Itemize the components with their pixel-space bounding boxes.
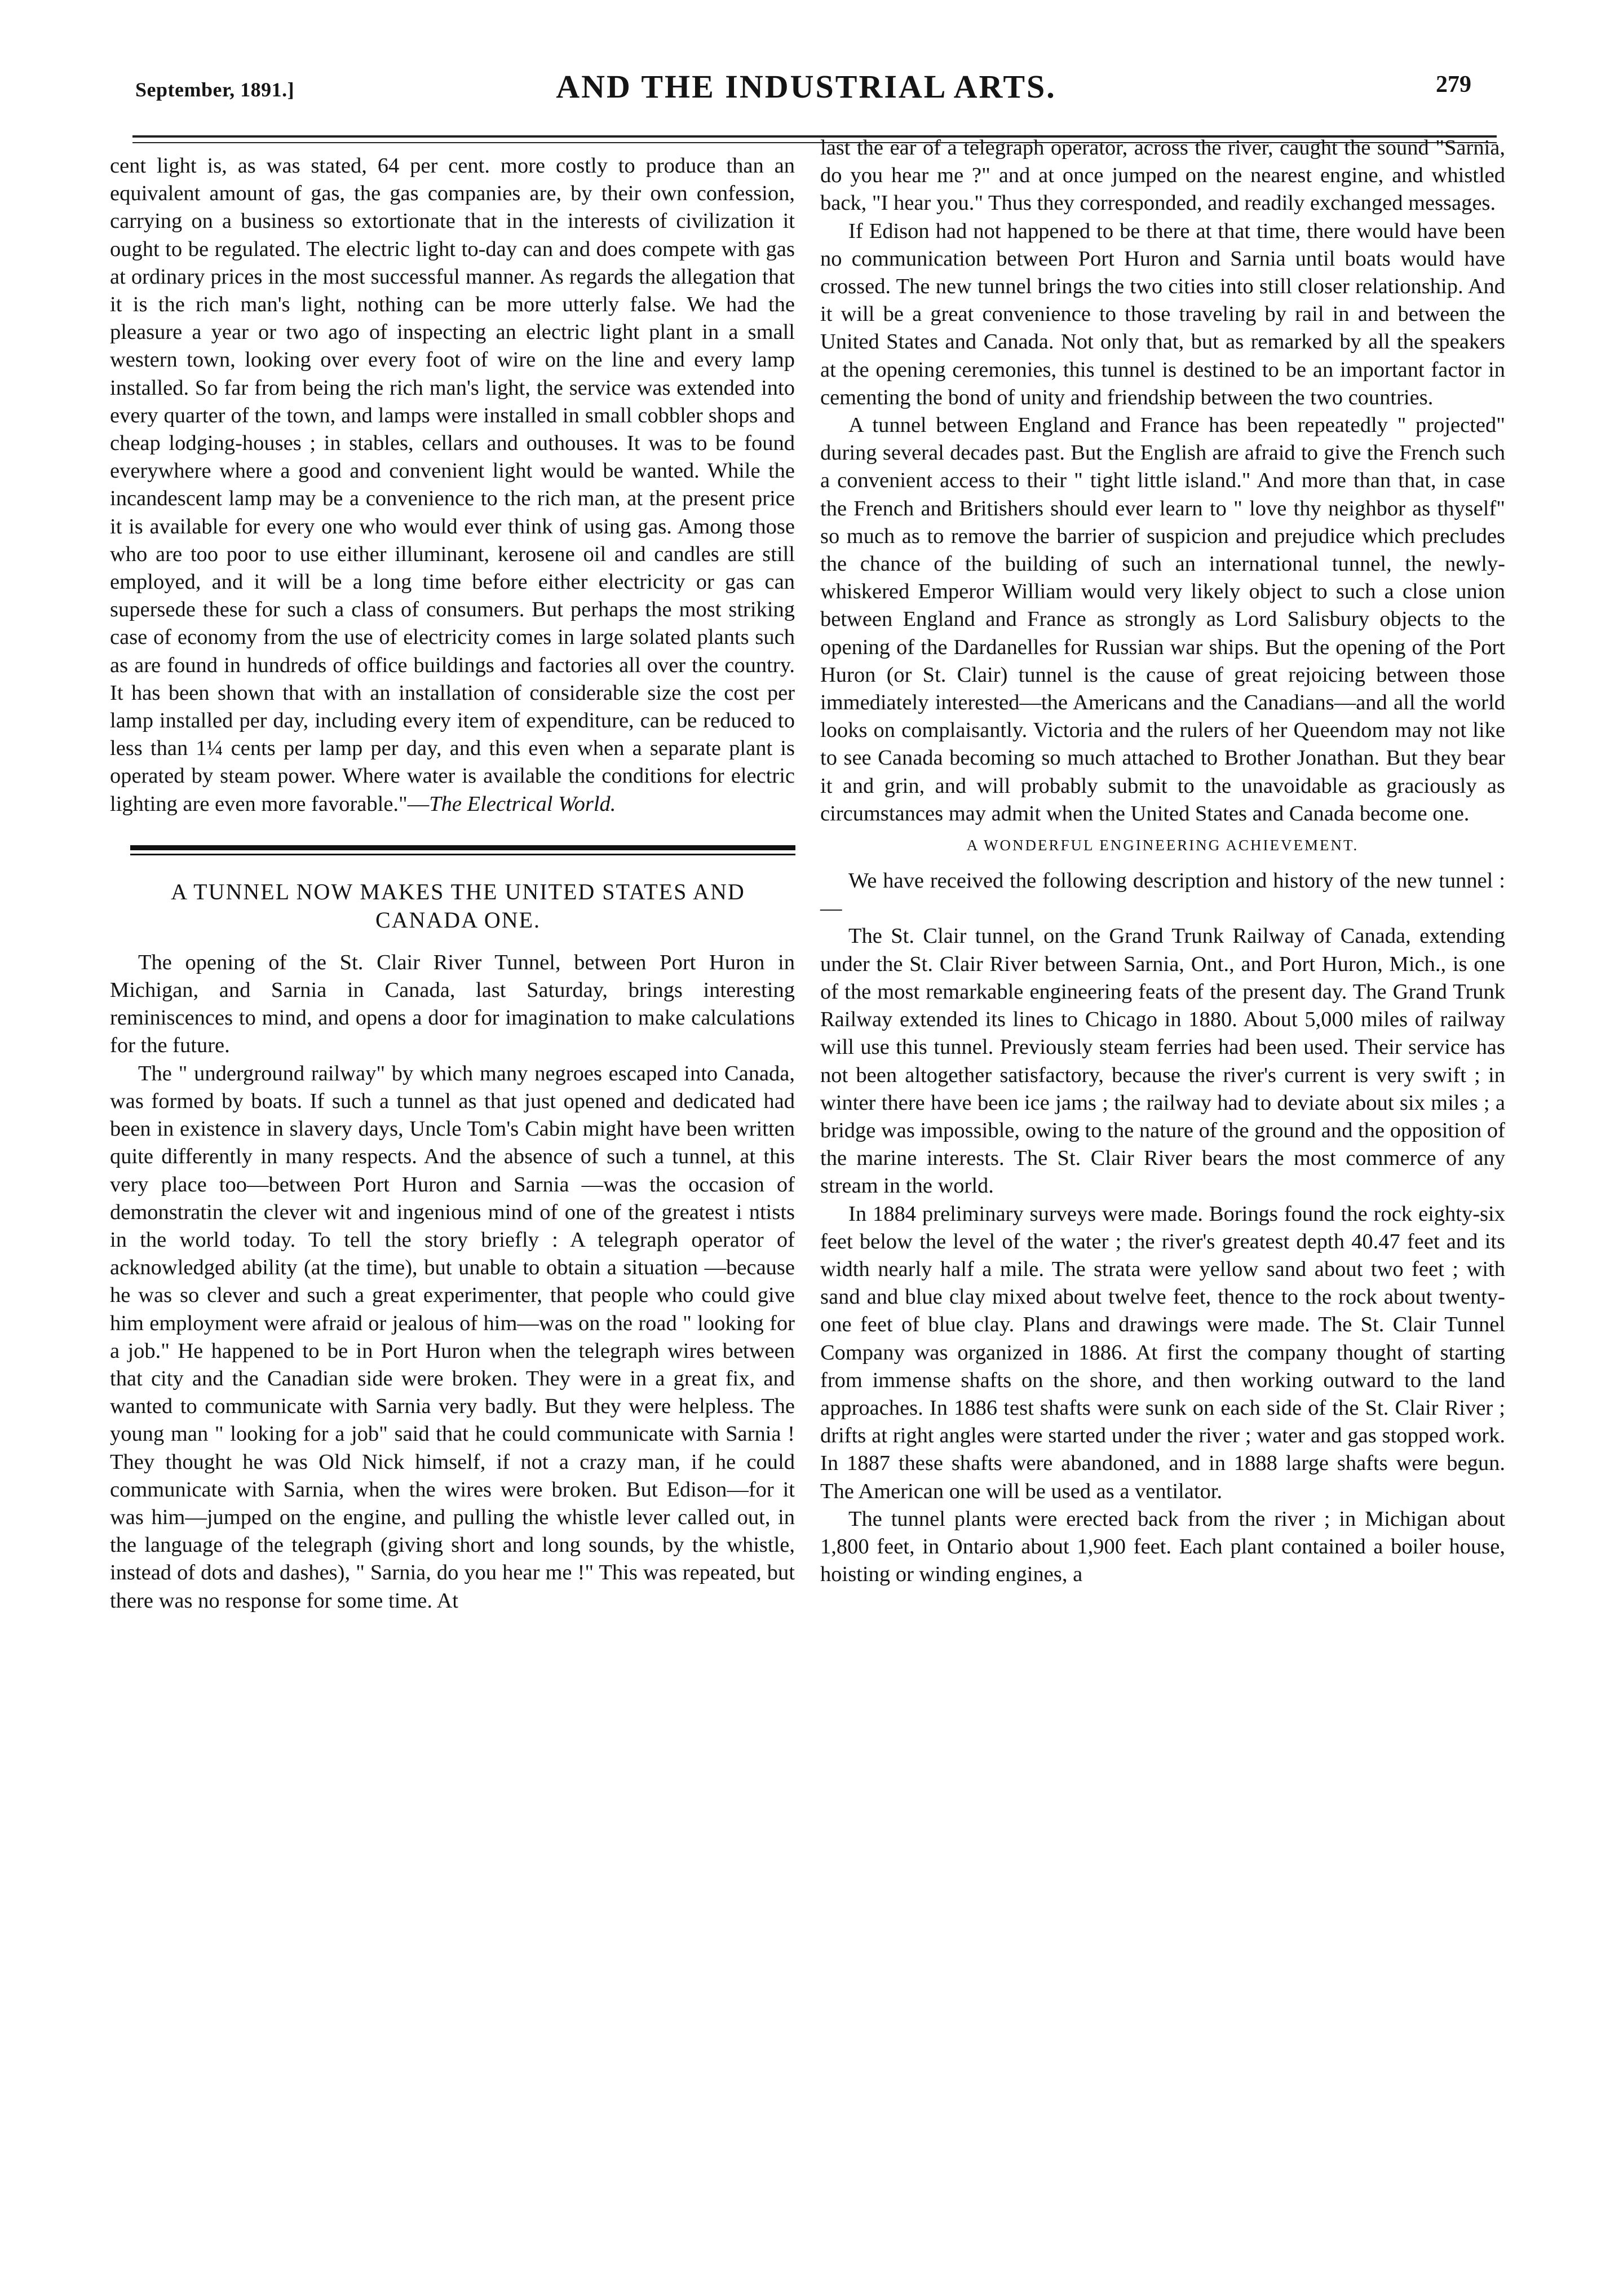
continued-paragraph: cent light is, as was stated, 64 per cent. more costly to produce than an equivalent amount of gas, the gas companies are, by their own confession, carrying on a business so extortionate that in the interests of civilization it ought to be regulated. The electric light to-day can and does compete with gas at ordinary prices in the most successful manner. As regards the allegation that it is the rich man's light, nothing can be more utterly false. We had the pleasure a year or two ago of inspecting an electric light plant in a small western town, looking over every foot of wire on the line and every lamp installed. So far from being the rich man's light, the service was extended into every quarter of the town, and lamps were installed in small cobbler shops and cheap lodging-houses ; in stables, cellars and outhouses. It was to be found everywhere where a good and convenient light would be wanted. While the incandescent lamp may be a convenience to the rich man, at the present price it is available for every one who would ever think of using gas. Among those who are too poor to use either illuminant, kerosene oil and candles are still employed, and it will be a long time before either electricity or gas can supersede these for such a class of consumers. But perhaps the most striking case of economy from the use of electricity comes in large solated plants such as are found in hundreds of office buildings and factories all over the country. It has been shown that with an installation of considerable size the cost per lamp installed per day, including every item of expenditure, can be reduced to less than 1¼ cents per lamp per day, and this even when a separate plant is operated by steam power. Where water is available the conditions for electric lighting are even more favorable."—The Electrical World. — [110, 154, 795, 816]
article-separator-thin — [130, 854, 795, 855]
paragraph: The tunnel plants were erected back from the river ; in Michigan about 1,800 feet, in Ontario about 1,900 feet. Each plant contained a boiler house, hoisting or winding engines, a — [820, 1507, 1505, 1587]
paragraph: The opening of the St. Clair River Tunnel, between Port Huron in Michigan, and Sarnia in Canada, last Saturday, brings interesting reminiscences to mind, and opens a door for imagination to make calculations for the future. — [110, 950, 795, 1058]
page-number: 279 — [1436, 72, 1471, 98]
issue-date: September, 1891.] — [135, 78, 295, 101]
paragraph: In 1884 preliminary surveys were made. Borings found the rock eighty-six feet below the level of the water ; the river's greatest depth 40.47 feet and its width nearly half a mile. The strata were yellow sand about two feet ; with sand and blue clay mixed about twelve feet, thence to the rock about twenty-one feet of blue clay. Plans and drawings were made. The St. Clair Tunnel Company was organized in 1886. At first the company thought of starting from immense shafts on the shore, and then working outward to the land approaches. In 1886 test shafts were sunk on each side of the St. Clair River ; drifts at right angles were started under the river ; water and gas stopped work. In 1887 these shafts were abandoned, and in 1888 large shafts were begun. The American one will be used as a ventilator. — [820, 1202, 1505, 1503]
paragraph: The " underground railway" by which many negroes escaped into Canada, was formed by boats. If such a tunnel as that just opened and dedicated had been in existence in slavery days, Uncle Tom's Cabin might have been written quite differently in many respects. And the absence of such a tunnel, at this very place too—between Port Huron and Sarnia —was the occasion of demonstratin the clever wit and ingenious mind of one of the greatest i ntists in the world today. To tell the story briefly : A telegraph operator of acknowledged ability (at the time), but unable to obtain a situation —because he was so clever and such a great experimenter, that people who could give him employment were afraid or jealous of him—was on the road " looking for a job." He happened to be in Port Huron when the telegraph wires between that city and the Canadian side were broken. They were in a great fix, and wanted to communicate with Sarnia very badly. But they were helpless. The young man " looking for a job" said that he could communicate with Sarnia ! They thought he was Old Nick himself, if not a crazy man, if he could communicate with Sarnia, when the wires were broken. But Edison—for it was him—jumped on the engine, and pulling the whistle lever called out, in the language of the telegraph (giving short and long sounds, by the whistle, instead of dots and dashes), " Sarnia, do you hear me !" This was repeated, but there was no response for some time. At — [110, 1061, 795, 1613]
paragraph: We have received the following description and history of the new tunnel :— — [820, 869, 1505, 921]
left-column — [110, 152, 795, 1615]
running-title: AND THE INDUSTRIAL ARTS. — [556, 68, 1056, 105]
article-separator-thick — [130, 845, 795, 850]
section-subheading: A WONDERFUL ENGINEERING ACHIEVEMENT. — [966, 837, 1359, 854]
paragraph: If Edison had not happened to be there at that time, there would have been no communication between Port Huron and Sarnia until boats would have crossed. The new tunnel brings the two cities into still closer relationship. And it will be a great convenience to those traveling by rail in and between the United States and Canada. Not only that, but as remarked by all the speakers at the opening ceremonies, this tunnel is destined to be an important factor in cementing the bond of unity and friendship between the two countries. — [820, 219, 1505, 409]
article-title: A TUNNEL NOW MAKES THE UNITED STATES AND CANADA ONE. — [171, 878, 745, 933]
page-header — [107, 61, 1505, 112]
source-credit: The Electrical World. — [429, 792, 616, 816]
right-column — [820, 134, 1505, 1588]
paragraph: A tunnel between England and France has been repeatedly " projected" during several decades past. But the English are afraid to give the French such a convenient access to their " tight little island." And more than that, in case the French and Britishers should ever learn to " love thy neighbor as thyself" so much as to remove the barrier of suspicion and prejudice which precludes the chance of the building of such an international tunnel, the newly-whiskered Emperor William would very likely object to such a close union between England and France as strongly as Lord Salisbury objects to the opening of the Dardanelles for Russian war ships. But the opening of the Port Huron (or St. Clair) tunnel is the cause of great rejoicing between those immediately interested—the Americans and the Canadians—and all the world looks on complaisantly. Victoria and the rulers of her Queendom may not like to see Canada becoming so much attached to Brother Jonathan. But they bear it and grin, and will probably submit to the unavoidable as graciously as circumstances may admit when the United States and Canada become one. — [820, 413, 1505, 825]
paragraph: The St. Clair tunnel, on the Grand Trunk Railway of Canada, extending under the St. Clair River between Sarnia, Ont., and Port Huron, Mich., is one of the most remarkable engineering feats of the present day. The Grand Trunk Railway extended its lines to Chicago in 1880. About 5,000 miles of railway will use this tunnel. Previously steam ferries had been used. Their service has not been altogether satisfactory, because the river's current is very swift ; in winter there have been ice jams ; the railway had to deviate about six miles ; a bridge was impossible, owing to the nature of the ground and the opposition of the marine interests. The St. Clair River bears the most commerce of any stream in the world. — [820, 924, 1505, 1198]
paragraph: last the ear of a telegraph operator, across the river, caught the sound "Sarnia, do you hear me ?" and at once jumped on the nearest engine, and whistled back, "I hear you." Thus they corresponded, and readily exchanged messages. — [820, 136, 1505, 215]
